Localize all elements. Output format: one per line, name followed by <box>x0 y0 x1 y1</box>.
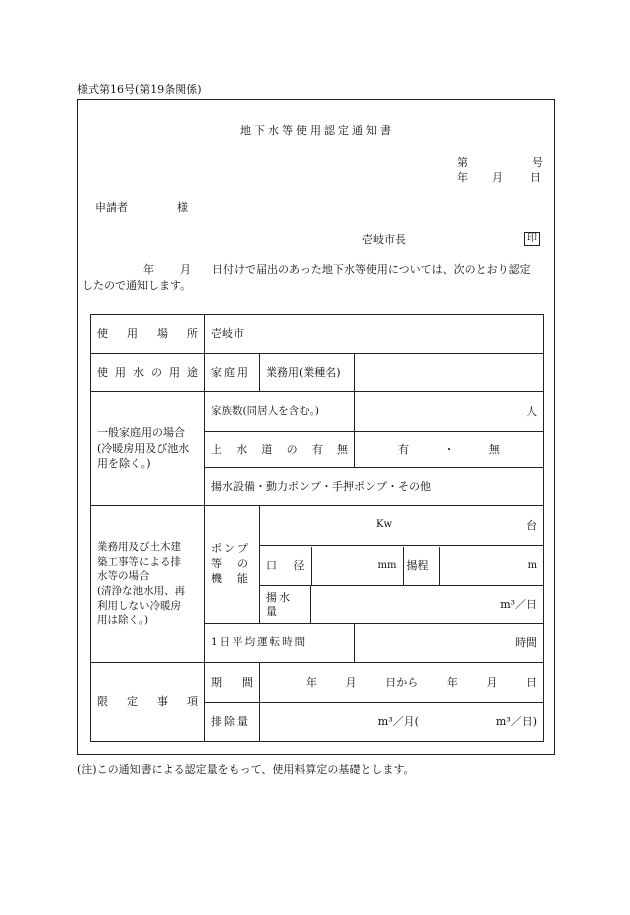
period-unit: 日 <box>526 675 538 689</box>
m-unit: m <box>527 560 538 572</box>
label-char: 上 <box>211 442 222 456</box>
date-month: 月 <box>492 171 503 184</box>
caliber-field[interactable] <box>311 547 403 585</box>
label-char: 期 <box>211 675 222 689</box>
label-char: 限 <box>97 695 108 709</box>
label-char: 所 <box>187 327 198 341</box>
pumping-unit: m³／日 <box>500 597 538 611</box>
label-char: 途 <box>187 365 198 379</box>
date-day: 日 <box>530 171 541 184</box>
table-row <box>91 315 544 354</box>
issuer-name: 壱岐市長 <box>362 233 406 246</box>
waterworks-options <box>361 443 537 457</box>
limit-label <box>91 663 205 742</box>
mm-unit: mm <box>377 560 397 572</box>
label-char: 水 <box>133 365 144 379</box>
business-name-field[interactable] <box>355 354 544 392</box>
body-year: 年 <box>143 263 154 276</box>
pump-power-units <box>266 519 537 533</box>
caliber-label <box>260 547 311 585</box>
period-unit: 年 <box>306 675 317 689</box>
kw-unit: Kw <box>376 518 393 530</box>
label-char: 径 <box>293 558 305 572</box>
pump-power-field[interactable] <box>260 506 544 546</box>
discharge-field[interactable] <box>260 703 544 742</box>
family-count-field[interactable] <box>355 392 544 432</box>
label-char: 間 <box>242 675 253 689</box>
waterworks-label <box>205 432 355 468</box>
label-char: 用 <box>127 327 138 341</box>
family-unit: 人 <box>526 404 538 418</box>
separator-dot: ・ <box>443 442 455 456</box>
waterworks-no[interactable]: 無 <box>488 442 500 456</box>
distributed-label <box>266 559 305 573</box>
label-char: 項 <box>187 695 198 709</box>
label-char: 無 <box>336 442 348 456</box>
period-units <box>266 676 537 690</box>
waterworks-yes[interactable]: 有 <box>398 442 410 456</box>
label-char: 定 <box>127 695 138 709</box>
label-char: の <box>151 365 162 379</box>
family-label: 家族数(同居人を含む。) <box>205 392 355 432</box>
pump-type-options[interactable]: 揚水設備・動力ポンプ・手押ポンプ・その他 <box>205 468 544 506</box>
table-row <box>91 354 544 392</box>
distributed-label <box>97 327 198 341</box>
body-month: 月 <box>180 263 191 276</box>
label-char: 事 <box>157 695 168 709</box>
home-use-option[interactable]: 家庭用 <box>205 354 260 392</box>
label-char: 用 <box>115 365 126 379</box>
period-unit: 月 <box>345 675 357 689</box>
table-row <box>91 392 544 432</box>
doc-number-prefix: 第 <box>457 156 468 169</box>
document-title: 地下水等使用認定通知書 <box>240 124 394 137</box>
table-row <box>91 663 544 703</box>
daily-hours-field[interactable] <box>355 624 544 663</box>
usage-place-value: 壱岐市 <box>205 315 544 354</box>
distributed-label <box>211 443 348 457</box>
period-unit: 年 <box>446 675 458 689</box>
footnote: (注)この通知書による認定量をもって、使用料算定の基礎とします。 <box>77 763 415 776</box>
waterworks-choice[interactable] <box>355 432 544 468</box>
period-label <box>205 663 260 703</box>
body-line2: したので通知します。 <box>82 279 192 292</box>
applicant-honorific: 様 <box>177 201 188 214</box>
doc-number-suffix: 号 <box>532 156 543 169</box>
discharge-label: 排除量 <box>205 703 260 742</box>
label-char: 使 <box>97 365 108 379</box>
label-char: 使 <box>97 327 108 341</box>
seal-mark: 印 <box>524 232 540 246</box>
date-year: 年 <box>457 171 468 184</box>
usage-place-label <box>91 315 205 354</box>
label-char: 水 <box>236 442 248 456</box>
form-id: 様式第16号(第19条関係) <box>77 83 202 96</box>
period-unit: 日から <box>385 675 419 689</box>
label-char: 口 <box>266 558 277 572</box>
caliber-head-cell <box>260 546 544 586</box>
daily-hours-label: 1日平均運転時間 <box>205 624 355 663</box>
table-row <box>91 506 544 546</box>
pump-function-label: ポンプ 等 の 機 能 <box>205 506 260 624</box>
business-label: 業務用及び土木建 築工事等による排 水等の場合 (清浄な池水用、再 利用しない冷暖房 用は除く。) <box>91 506 205 663</box>
head-field[interactable] <box>439 547 543 585</box>
table-row <box>260 547 543 585</box>
label-char: 道 <box>261 442 273 456</box>
body-line1: 日付けで届出のあった地下水等使用については、次のとおり認定 <box>212 263 531 276</box>
general-home-label: 一般家庭用の場合 (冷暖房用及び池水 用を除く。) <box>91 392 205 506</box>
distributed-label <box>97 366 198 380</box>
period-field[interactable] <box>260 663 544 703</box>
discharge-units: m³／月( m³／日) <box>377 715 538 729</box>
business-use-option[interactable]: 業務用(業種名) <box>260 354 355 392</box>
distributed-label <box>211 676 253 690</box>
details-table <box>90 314 544 742</box>
water-use-label <box>91 354 205 392</box>
hours-unit: 時間 <box>515 636 538 650</box>
label-char: 有 <box>311 442 323 456</box>
head-label: 揚程 <box>403 547 439 585</box>
label-char: 場 <box>157 327 168 341</box>
caliber-head-table <box>260 547 543 585</box>
period-unit: 月 <box>486 675 498 689</box>
distributed-label <box>97 695 198 709</box>
pumping-volume-field[interactable] <box>311 586 544 624</box>
label-char: 用 <box>169 365 180 379</box>
label-char: の <box>286 442 298 456</box>
count-unit: 台 <box>526 518 538 532</box>
pumping-volume-label: 揚水量 <box>260 586 311 624</box>
applicant-label: 申請者 <box>95 201 128 214</box>
